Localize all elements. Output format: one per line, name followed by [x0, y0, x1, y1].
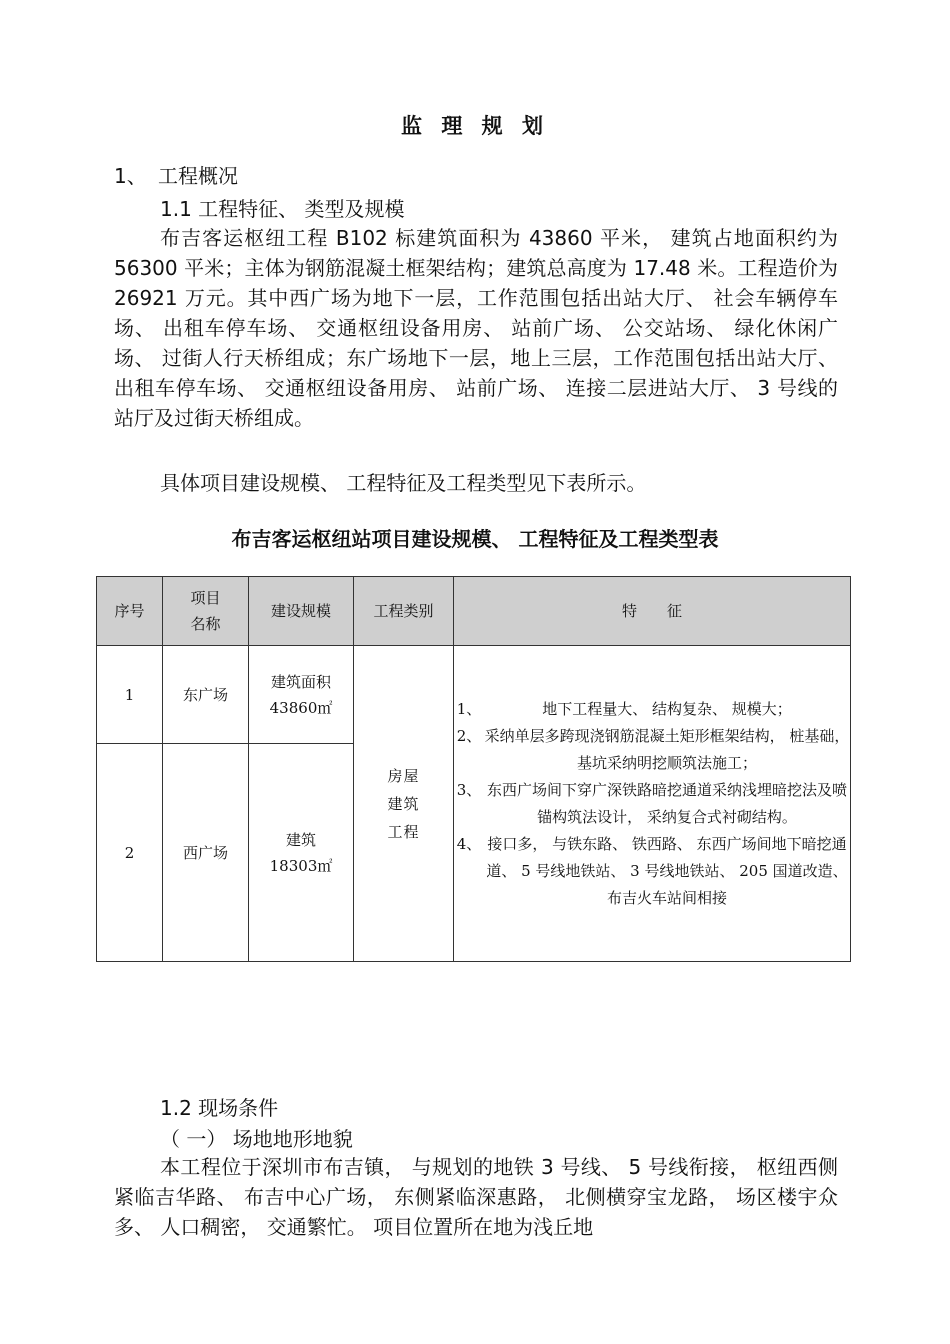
paragraph-site-conditions: 本工程位于深圳市布吉镇， 与规划的地铁 3 号线、 5 号线衔接， 枢纽西侧紧临吉华路、 布吉中心广场， 东侧紧临深惠路， 北侧横穿宝龙路， 场区楼宇众多、 人口稠密， 交通繁忙。 项目位置所在地为浅丘地 [114, 1155, 838, 1239]
row-scale-line1: 建筑面积 [270, 672, 331, 691]
features-cell [454, 646, 851, 962]
feature-text: 采纳单层多跨现浇钢筋混凝土矩形框架结构， 桩基础， 基坑采纳明挖顺筑法施工； [484, 726, 850, 772]
row-name: 东广场 [163, 646, 249, 744]
section-number: 1、 [114, 164, 147, 188]
feature-number: 3、 [456, 780, 482, 799]
feature-text: 地下工程量大、 结构复杂、 规模大； [542, 699, 792, 718]
row-scale [249, 744, 354, 962]
subsection-title-1-1: 1.1 工程特征、 类型及规模 [160, 197, 405, 221]
subsection-title-1-2: 1.2 现场条件 [160, 1096, 279, 1120]
row-scale-line2: 18303㎡ [269, 856, 333, 875]
row-scale [249, 646, 354, 744]
header-scale: 建设规模 [249, 577, 354, 646]
feature-number: 2、 [456, 726, 482, 745]
header-seq: 序号 [97, 577, 163, 646]
subsection-item-terrain: （ 一） 场地地形地貌 [160, 1127, 353, 1151]
row-seq: 1 [97, 646, 163, 744]
feature-number: 1、 [456, 699, 482, 718]
feature-item [454, 696, 850, 723]
feature-text: 东西广场间下穿广深铁路暗挖通道采纳浅埋暗挖法及喷锚构筑法设计， 采纳复合式衬砌结构。 [486, 780, 847, 826]
project-table [96, 576, 851, 962]
category-cell [354, 646, 454, 962]
header-name [163, 577, 249, 646]
feature-number: 4、 [456, 834, 482, 853]
header-name-line2: 名称 [190, 615, 221, 633]
category-line: 房屋 [387, 766, 420, 785]
paragraph-overview: 布吉客运枢纽工程 B102 标建筑面积为 43860 平米， 建筑占地面积约为 56300 平米；主体为钢筋混凝土框架结构；建筑总高度为 17.48 米。工程造价为 26921 万元。其中西广场为地下一层，工作范围包括出站大厅、 社会车辆停车场、 出租车停车场、 交通枢纽设备用房、 站前广场、 公交站场、 绿化休闲广场、 过街人行天桥组成；东广场地下一层，地上三层，工作范围包括出站大厅、 出租车停车场、 交通枢纽设备用房、 站前广场、 连接二层进站大厅、 3 号线的 站厅及过街天桥组成。 [114, 226, 838, 430]
row-scale-line2: 43860㎡ [269, 698, 333, 717]
section-title: 工程概况 [158, 164, 238, 188]
paragraph-table-intro: 具体项目建设规模、 工程特征及工程类型见下表所示。 [160, 471, 647, 495]
header-features: 特 征 [454, 577, 851, 646]
table-title: 布吉客运枢纽站项目建设规模、 工程特征及工程类型表 [231, 527, 719, 551]
header-category: 工程类别 [354, 577, 454, 646]
feature-text: 接口多， 与铁东路、 铁西路、 东西广场间地下暗挖通道、 5 号线地铁站、 3 号线地铁站、 205 国道改造、 布吉火车站间相接 [486, 834, 848, 907]
table-header-row [97, 577, 851, 646]
row-seq: 2 [97, 744, 163, 962]
feature-item [454, 831, 850, 912]
row-name: 西广场 [163, 744, 249, 962]
document-title: 监 理 规 划 [401, 114, 549, 138]
row-scale-line1: 建筑 [285, 830, 316, 849]
category-line: 建筑 [387, 794, 420, 813]
category-line: 工程 [387, 822, 420, 841]
section-heading [114, 160, 238, 189]
table-row [97, 646, 851, 744]
feature-item [454, 777, 850, 831]
header-name-line1: 项目 [190, 589, 221, 607]
feature-item [454, 723, 850, 777]
